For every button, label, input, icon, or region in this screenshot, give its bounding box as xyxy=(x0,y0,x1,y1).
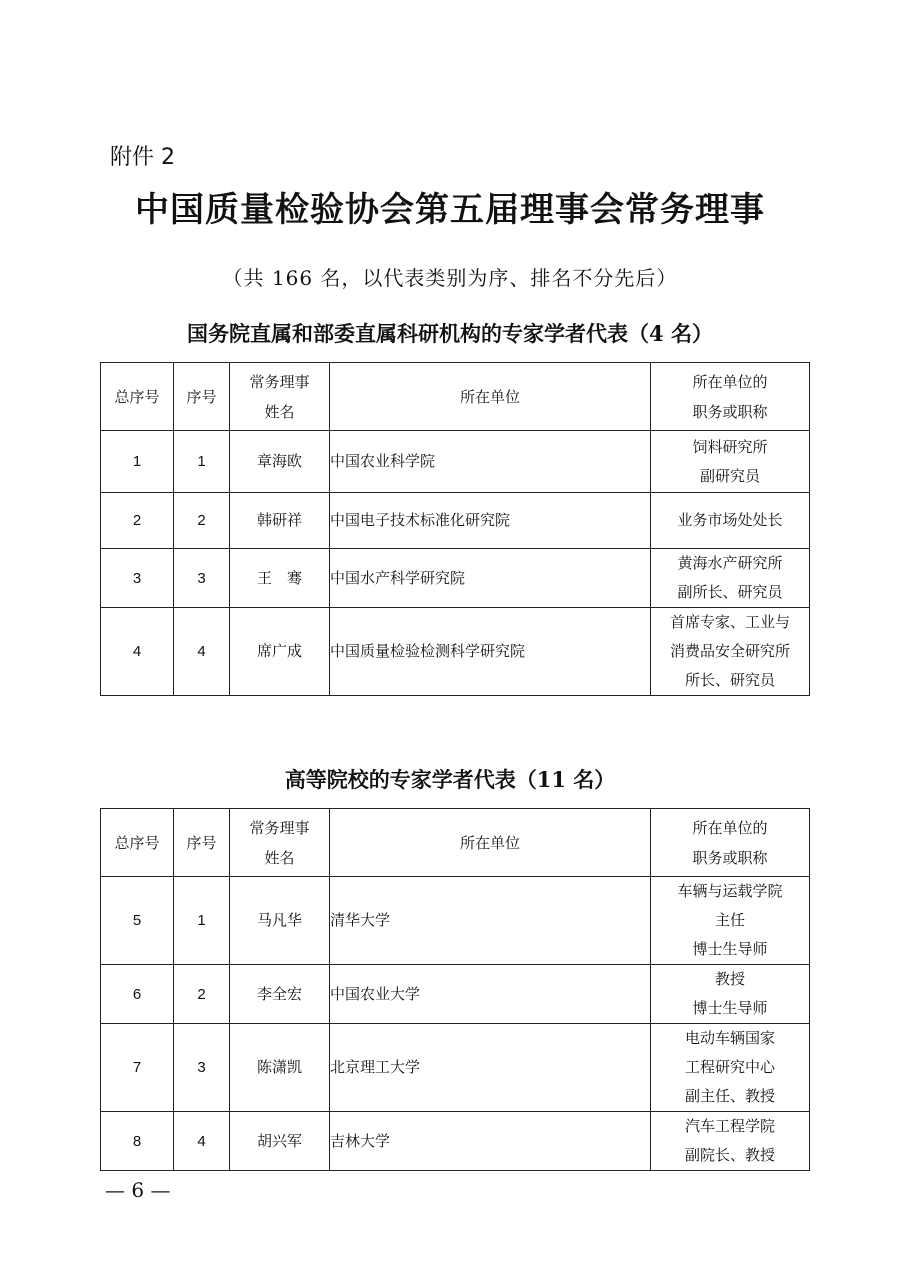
name-cell: 胡兴军 xyxy=(230,1112,330,1171)
section-title-universities: 高等院校的专家学者代表（11 名） xyxy=(284,767,616,792)
name-cell: 章海欧 xyxy=(230,431,330,493)
attachment-label: 附件 2 xyxy=(110,145,175,170)
header-position-line2: 职务或职称 xyxy=(692,848,768,867)
total-no-cell: 5 xyxy=(101,877,174,965)
table-row xyxy=(101,877,810,965)
table-row xyxy=(101,608,810,696)
name-cell: 席广成 xyxy=(230,608,330,696)
unit-cell: 中国水产科学研究院 xyxy=(330,549,651,608)
no-cell: 4 xyxy=(174,1112,230,1171)
unit-cell: 中国质量检验检测科学研究院 xyxy=(330,608,651,696)
no-cell: 3 xyxy=(174,1024,230,1112)
table-row xyxy=(101,493,810,549)
table-body xyxy=(101,431,810,696)
position-line: 车辆与运载学院 xyxy=(677,882,783,900)
header-position-line1: 所在单位的 xyxy=(692,818,768,837)
position-line: 副院长、教授 xyxy=(684,1146,775,1164)
header-position-line1: 所在单位的 xyxy=(692,372,768,391)
position-line: 副所长、研究员 xyxy=(677,583,783,601)
name-cell: 陈潇凯 xyxy=(230,1024,330,1112)
name-cell: 马凡华 xyxy=(230,877,330,965)
table-row xyxy=(101,1112,810,1171)
total-no-cell: 8 xyxy=(101,1112,174,1171)
name-cell: 韩研祥 xyxy=(230,493,330,549)
header-position-line2: 职务或职称 xyxy=(692,402,768,421)
position-line: 饲料研究所 xyxy=(692,437,768,456)
position-line: 所长、研究员 xyxy=(684,671,775,689)
unit-cell: 清华大学 xyxy=(330,877,651,965)
unit-cell: 中国农业大学 xyxy=(330,965,651,1024)
position-line: 主任 xyxy=(714,911,745,929)
header-name-line2: 姓名 xyxy=(264,848,295,867)
header-name-line1: 常务理事 xyxy=(249,372,310,391)
table-header-row xyxy=(101,809,810,877)
position-line: 博士生导师 xyxy=(692,999,768,1017)
position-line: 博士生导师 xyxy=(692,940,768,958)
page-subtitle: （共 166 名，以代表类别为序、排名不分先后） xyxy=(222,266,678,290)
no-cell: 2 xyxy=(174,493,230,549)
position-line: 电动车辆国家 xyxy=(684,1029,775,1047)
section-title-research-institutes: 国务院直属和部委直属科研机构的专家学者代表（4 名） xyxy=(187,321,713,346)
total-no-cell: 2 xyxy=(101,493,174,549)
table-row xyxy=(101,1024,810,1112)
unit-cell: 中国电子技术标准化研究院 xyxy=(330,493,651,549)
position-line: 黄海水产研究所 xyxy=(677,554,783,572)
position-line: 首席专家、工业与 xyxy=(669,613,790,631)
position-cell xyxy=(651,877,810,965)
page-number: — 6 — xyxy=(105,1178,171,1202)
total-no-cell: 4 xyxy=(101,608,174,696)
position-cell xyxy=(651,549,810,608)
unit-cell: 吉林大学 xyxy=(330,1112,651,1171)
table-row xyxy=(101,965,810,1024)
position-line: 教授 xyxy=(714,970,745,988)
total-no-cell: 6 xyxy=(101,965,174,1024)
position-line: 副研究员 xyxy=(699,466,760,485)
position-line: 副主任、教授 xyxy=(684,1087,775,1105)
header-total-no: 总序号 xyxy=(101,363,174,431)
total-no-cell: 3 xyxy=(101,549,174,608)
position-line: 工程研究中心 xyxy=(684,1058,775,1076)
position-cell xyxy=(651,1024,810,1112)
position-cell xyxy=(651,1112,810,1171)
header-name xyxy=(230,363,330,431)
header-name-line1: 常务理事 xyxy=(249,818,310,837)
no-cell: 4 xyxy=(174,608,230,696)
universities-table xyxy=(100,808,810,1171)
research-institutes-table xyxy=(100,362,810,696)
header-position xyxy=(651,809,810,877)
position-cell xyxy=(651,608,810,696)
no-cell: 1 xyxy=(174,877,230,965)
unit-cell: 中国农业科学院 xyxy=(330,431,651,493)
name-cell: 王 骞 xyxy=(230,549,330,608)
position-line: 汽车工程学院 xyxy=(684,1117,775,1135)
no-cell: 1 xyxy=(174,431,230,493)
header-total-no: 总序号 xyxy=(101,809,174,877)
header-name-line2: 姓名 xyxy=(264,402,295,421)
no-cell: 2 xyxy=(174,965,230,1024)
position-line: 业务市场处处长 xyxy=(677,511,783,529)
table-row xyxy=(101,549,810,608)
position-line: 消费品安全研究所 xyxy=(669,642,790,660)
total-no-cell: 1 xyxy=(101,431,174,493)
header-position xyxy=(651,363,810,431)
no-cell: 3 xyxy=(174,549,230,608)
header-unit: 所在单位 xyxy=(330,809,651,877)
position-cell xyxy=(651,493,810,549)
header-name xyxy=(230,809,330,877)
table-header-row xyxy=(101,363,810,431)
position-cell xyxy=(651,431,810,493)
unit-cell: 北京理工大学 xyxy=(330,1024,651,1112)
header-no: 序号 xyxy=(174,809,230,877)
header-no: 序号 xyxy=(174,363,230,431)
table-body xyxy=(101,877,810,1171)
header-unit: 所在单位 xyxy=(330,363,651,431)
table-row xyxy=(101,431,810,493)
position-cell xyxy=(651,965,810,1024)
total-no-cell: 7 xyxy=(101,1024,174,1112)
page-title: 中国质量检验协会第五届理事会常务理事 xyxy=(135,190,765,230)
name-cell: 李全宏 xyxy=(230,965,330,1024)
